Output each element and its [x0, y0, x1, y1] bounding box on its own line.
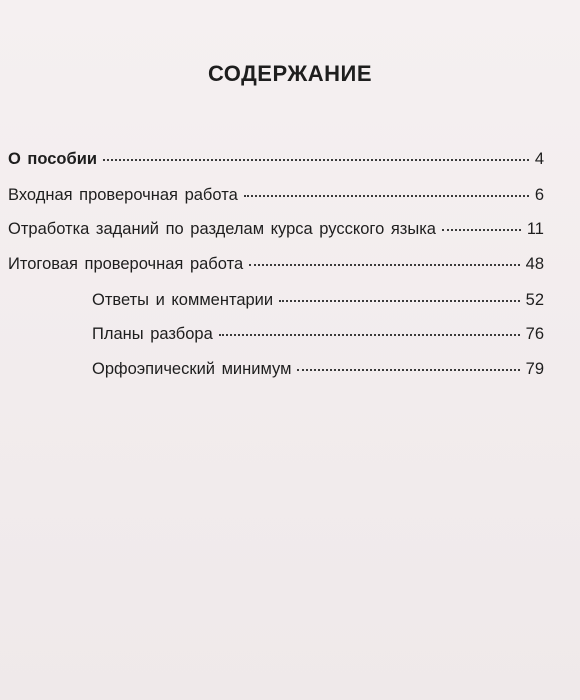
toc-entry-about[interactable] — [8, 150, 544, 172]
toc-entry-title: О пособии — [8, 150, 97, 168]
toc-entry-title: Отработка заданий по разделам курса русского языка — [8, 220, 436, 238]
toc-dot-leader — [103, 159, 529, 161]
toc-page-number: 4 — [534, 150, 544, 168]
toc-dot-leader — [219, 334, 520, 336]
toc-entry-title: Планы разбора — [92, 325, 213, 343]
toc-entry-orthoepic-minimum[interactable] — [92, 360, 544, 382]
toc-entry-entry-test[interactable] — [8, 186, 544, 208]
toc-entry-final-test[interactable] — [8, 255, 544, 277]
toc-entry-title: Орфоэпический минимум — [92, 360, 292, 378]
toc-page-number: 52 — [525, 291, 544, 309]
toc-page-number: 76 — [525, 325, 544, 343]
toc-entry-title: Ответы и комментарии — [92, 291, 274, 309]
toc-dot-leader — [244, 195, 529, 197]
toc-entry-title: Итоговая проверочная работа — [8, 255, 244, 273]
toc-entry-parsing-plans[interactable] — [92, 325, 544, 347]
toc-page-number: 79 — [525, 360, 544, 378]
toc-dot-leader — [279, 300, 520, 302]
toc-entry-answers[interactable] — [92, 291, 544, 313]
toc-entry-title: Входная проверочная работа — [8, 186, 238, 204]
page-title: СОДЕРЖАНИЕ — [207, 61, 373, 86]
toc-page-number: 11 — [526, 220, 544, 238]
toc-dot-leader — [249, 264, 520, 266]
toc-entry-practice[interactable] — [8, 220, 544, 242]
toc-dot-leader — [297, 369, 519, 371]
toc-page-number: 48 — [525, 255, 544, 273]
toc-dot-leader — [442, 229, 521, 231]
toc-page-number: 6 — [534, 186, 544, 204]
